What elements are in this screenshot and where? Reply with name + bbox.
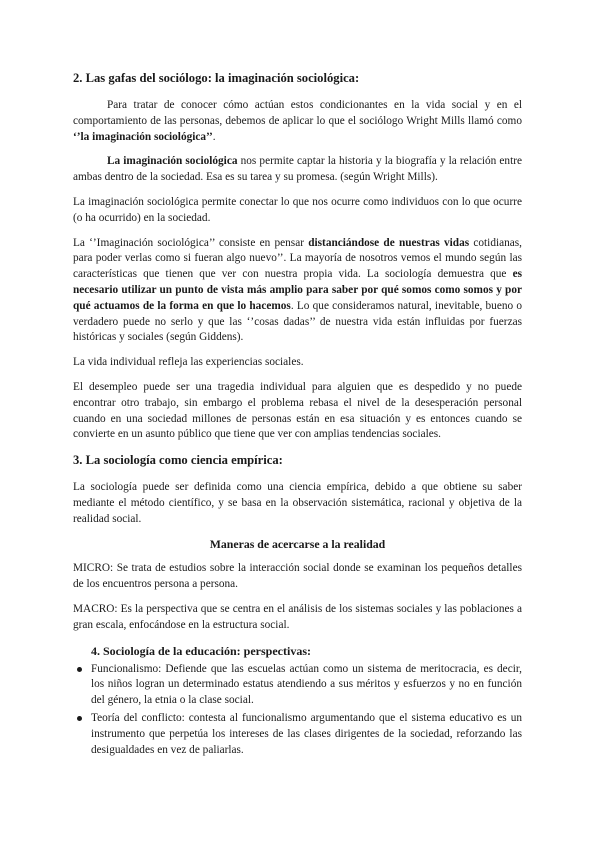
paragraph: [73, 98, 522, 145]
list-item-text: Funcionalismo: Defiende que las escuelas actúan como un sistema de meritocracia, es decir, los niños logran un determinado estatus atendiendo a sus méritos y esfuerzos y no en función del género, la etnia o la clase social.: [91, 662, 522, 707]
bullet-icon: [77, 716, 82, 721]
list-item: [73, 711, 522, 758]
section-2-heading: 2. Las gafas del sociólogo: la imaginación sociológica:: [73, 71, 360, 85]
paragraph-text: .: [212, 130, 216, 143]
section-4-heading: 4. Sociología de la educación: perspectivas:: [91, 643, 311, 658]
paragraph: La vida individual refleja las experiencias sociales.: [73, 356, 304, 369]
paragraph-text: La ‘’Imaginación sociológica’’ consiste en pensar: [73, 236, 309, 249]
paragraph: [73, 154, 522, 186]
bold-phrase: distanciándose de nuestras vidas: [308, 236, 470, 249]
paragraph-text: nos permite captar la historia y la biografía y la relación entre ambas dentro de la sociedad. Esa es su tarea y su promesa. (según Wright Mills).: [73, 155, 522, 184]
bullet-icon: [77, 667, 82, 672]
paragraph-macro: MACRO: Es la perspectiva que se centra en el análisis de los sistemas sociales y las poblaciones a gran escala, enfocándose en la estructura social.: [73, 602, 522, 631]
bold-term: ‘’la imaginación sociológica’’: [73, 130, 213, 143]
section-3-heading: 3. La sociología como ciencia empírica:: [73, 453, 283, 468]
bold-phrase: es necesario utilizar un punto de vista más amplio para saber por qué somos como somos y por qué actuamos de la forma en que lo hacemos: [73, 268, 522, 312]
paragraph-text: . Lo que consideramos natural, inevitable, bueno o verdadero puede no serlo y que las ‘’cosas dadas’’ de nuestra vida están influidas por fuerzas históricas y sociales (según Giddens).: [73, 299, 522, 344]
paragraph-text: cotidianas, para poder verlas como si fueran algo nuevo’’. La mayoría de nosotros vemos el mundo según las características que tienen que ver con nuestra propia vida. La sociología demuestra que: [73, 236, 522, 281]
paragraph-micro: MICRO: Se trata de estudios sobre la interacción social donde se examinan los pequeños detalles de los encuentros persona a persona.: [73, 562, 522, 591]
paragraph-text: Para tratar de conocer cómo actúan estos condicionantes en la vida social y en el comportamiento de las personas, debemos de aplicar lo que el sociólogo Wright Mills llamó como: [73, 99, 522, 127]
paragraph: [73, 236, 522, 347]
list-item: [73, 662, 522, 709]
bold-term: La imaginación sociológica: [107, 155, 238, 168]
paragraph: La imaginación sociológica permite conectar lo que nos ocurre como individuos con lo que ocurre (o ha ocurrido) en la sociedad.: [73, 195, 522, 224]
paragraph: El desempleo puede ser una tragedia individual para alguien que es despedido y no puede encontrar otro trabajo, sin embargo el problema rebasa el nivel de la desesperación personal cuando en una sociedad millones de personas están en esa situación y es entonces cuando se convierte en un asunto público que tiene que ver con amplias tendencias sociales.: [73, 380, 522, 441]
bullet-list: [73, 662, 522, 759]
list-item-text: Teoría del conflicto: contesta al funcionalismo argumentando que el sistema educativo es un instrumento que perpetúa los intereses de las clases dirigentes de la sociedad, reforzando las desigualdades en vez de paliarlas.: [91, 711, 522, 756]
paragraph: La sociología puede ser definida como una ciencia empírica, debido a que obtiene su saber mediante el método científico, y se basa en la observación sistemática, racional y objetiva de la realidad social.: [73, 481, 522, 525]
subsection-title: Maneras de acercarse a la realidad: [209, 536, 386, 551]
